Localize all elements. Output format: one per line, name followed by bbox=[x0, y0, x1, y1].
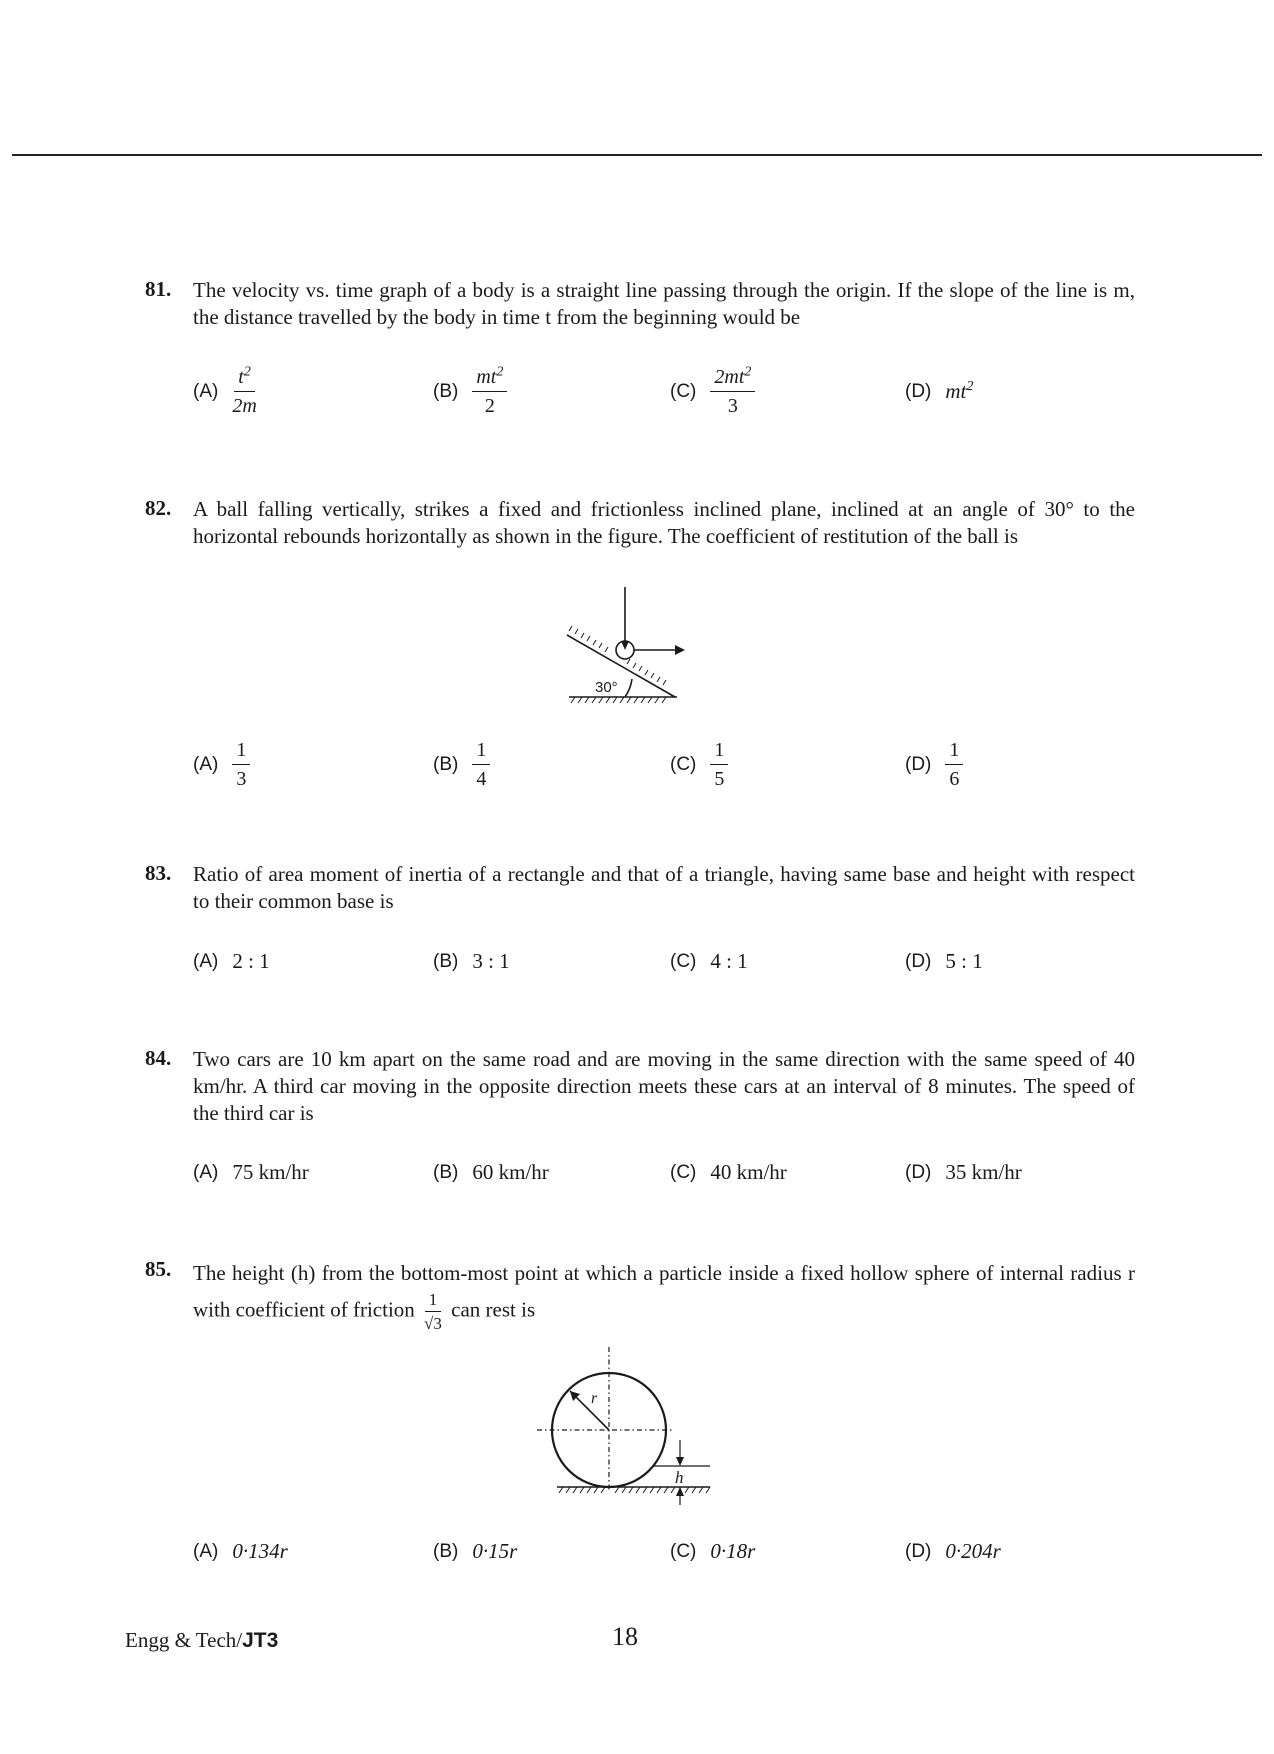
option-value: 35 km/hr bbox=[945, 1160, 1022, 1184]
fraction: $\frac{1}{6}$ bbox=[945, 738, 963, 791]
question-text: The velocity vs. time graph of a body is a straight line passing through the origin. If the slope of the line is m, the distance travelled by the body in time t from the beginning would be bbox=[193, 278, 1135, 329]
angle-label: 30° bbox=[595, 679, 618, 696]
question-81 bbox=[145, 277, 1135, 417]
question-number: 82. bbox=[145, 496, 172, 520]
option-c[interactable] bbox=[670, 1160, 787, 1185]
option-label: (B) bbox=[433, 1161, 459, 1183]
option-d[interactable] bbox=[905, 949, 983, 974]
question-83 bbox=[145, 861, 1135, 973]
option-label: (B) bbox=[433, 950, 459, 972]
option-b[interactable] bbox=[433, 738, 490, 791]
options-82 bbox=[193, 738, 1133, 798]
arrow-head-icon bbox=[676, 1487, 684, 1496]
option-c[interactable] bbox=[670, 738, 728, 791]
option-label: (D) bbox=[905, 1540, 932, 1562]
option-b[interactable] bbox=[433, 949, 510, 974]
question-text: The height (h) from the bottom-most point at which a particle inside a fixed hollow sphere of internal radius r with coefficient of friction $\frac{1}{√3}$ can rest is bbox=[193, 1261, 1135, 1333]
fraction: $\frac{t^2}{2m}$ bbox=[232, 364, 257, 417]
option-value: 60 km/hr bbox=[472, 1160, 549, 1184]
option-label: (C) bbox=[670, 380, 697, 402]
option-label: (C) bbox=[670, 1540, 697, 1562]
option-value: $mt^2$ bbox=[945, 379, 974, 403]
option-label: (A) bbox=[193, 380, 219, 402]
question-number: 84. bbox=[145, 1046, 172, 1070]
fraction: $\frac{1}{4}$ bbox=[472, 738, 490, 791]
arrow-head-icon bbox=[621, 641, 629, 650]
option-d[interactable] bbox=[905, 738, 963, 791]
footer-code: Engg & Tech/JT3 bbox=[125, 1628, 279, 1652]
option-b[interactable] bbox=[433, 1539, 517, 1564]
page-number: 18 bbox=[612, 1622, 638, 1651]
options-81 bbox=[193, 365, 1133, 425]
option-c[interactable] bbox=[670, 1539, 755, 1564]
header-rule bbox=[12, 154, 1262, 156]
option-value: 2 : 1 bbox=[232, 949, 270, 973]
fraction: $\frac{1}{5}$ bbox=[710, 738, 728, 791]
question-text: Ratio of area moment of inertia of a rectangle and that of a triangle, having same base and height with respect to their common base is bbox=[193, 862, 1135, 913]
option-value: 4 : 1 bbox=[710, 949, 748, 973]
option-value: 0·15r bbox=[472, 1539, 518, 1563]
option-label: (C) bbox=[670, 1161, 697, 1183]
question-number: 81. bbox=[145, 277, 172, 301]
fraction: $\frac{mt^2}{2}$ bbox=[472, 365, 507, 418]
fraction: $\frac{1}{3}$ bbox=[232, 738, 250, 791]
option-c[interactable] bbox=[670, 949, 748, 974]
option-d[interactable] bbox=[905, 1160, 1022, 1185]
option-value: 3 : 1 bbox=[472, 949, 510, 973]
option-value: 5 : 1 bbox=[945, 949, 983, 973]
option-value: 75 km/hr bbox=[232, 1160, 309, 1184]
option-label: (A) bbox=[193, 753, 219, 775]
option-label: (B) bbox=[433, 380, 459, 402]
option-d[interactable] bbox=[905, 1539, 1001, 1564]
friction-fraction: $\frac{1}{√3}$ bbox=[424, 1290, 442, 1333]
question-85 bbox=[145, 1257, 1135, 1563]
option-label: (B) bbox=[433, 1540, 459, 1562]
option-label: (C) bbox=[670, 950, 697, 972]
option-label: (D) bbox=[905, 380, 932, 402]
option-value: 0·134r bbox=[232, 1539, 288, 1563]
option-d[interactable] bbox=[905, 379, 973, 404]
option-a[interactable] bbox=[193, 949, 270, 974]
hollow-sphere-figure bbox=[535, 1345, 720, 1515]
inclined-plane-figure bbox=[555, 585, 695, 715]
option-a[interactable] bbox=[193, 365, 257, 418]
option-value: 0·204r bbox=[945, 1539, 1001, 1563]
arrow-head-icon bbox=[676, 1457, 684, 1466]
option-value: 0·18r bbox=[710, 1539, 756, 1563]
option-label: (A) bbox=[193, 1540, 219, 1562]
option-label: (D) bbox=[905, 950, 932, 972]
option-label: (D) bbox=[905, 1161, 932, 1183]
option-a[interactable] bbox=[193, 1160, 309, 1185]
question-text: A ball falling vertically, strikes a fixed and frictionless inclined plane, inclined at an angle of 30° to the horizontal rebounds horizontally as shown in the figure. The coefficient of restitution of the ball is bbox=[193, 497, 1135, 548]
question-84 bbox=[145, 1046, 1135, 1184]
option-label: (A) bbox=[193, 950, 219, 972]
fraction: $\frac{2mt^2}{3}$ bbox=[710, 365, 755, 418]
options-84 bbox=[193, 1160, 1133, 1220]
question-number: 85. bbox=[145, 1257, 172, 1281]
option-label: (D) bbox=[905, 753, 932, 775]
question-number: 83. bbox=[145, 861, 172, 885]
option-c[interactable] bbox=[670, 365, 755, 418]
option-b[interactable] bbox=[433, 1160, 549, 1185]
arrow-head-icon bbox=[675, 645, 685, 655]
question-82 bbox=[145, 496, 1135, 790]
option-a[interactable] bbox=[193, 1539, 288, 1564]
height-label: h bbox=[675, 1468, 684, 1487]
options-85 bbox=[193, 1539, 1133, 1599]
option-label: (B) bbox=[433, 753, 459, 775]
option-b[interactable] bbox=[433, 365, 507, 418]
option-label: (A) bbox=[193, 1161, 219, 1183]
option-a[interactable] bbox=[193, 738, 250, 791]
option-label: (C) bbox=[670, 753, 697, 775]
question-text: Two cars are 10 km apart on the same road and are moving in the same direction with the same speed of 40 km/hr. A third car moving in the opposite direction meets these cars at an interval of 8 minutes. The speed of the third car is bbox=[193, 1047, 1135, 1125]
options-83 bbox=[193, 949, 1133, 1009]
option-value: 40 km/hr bbox=[710, 1160, 787, 1184]
radius-label: r bbox=[591, 1390, 598, 1407]
